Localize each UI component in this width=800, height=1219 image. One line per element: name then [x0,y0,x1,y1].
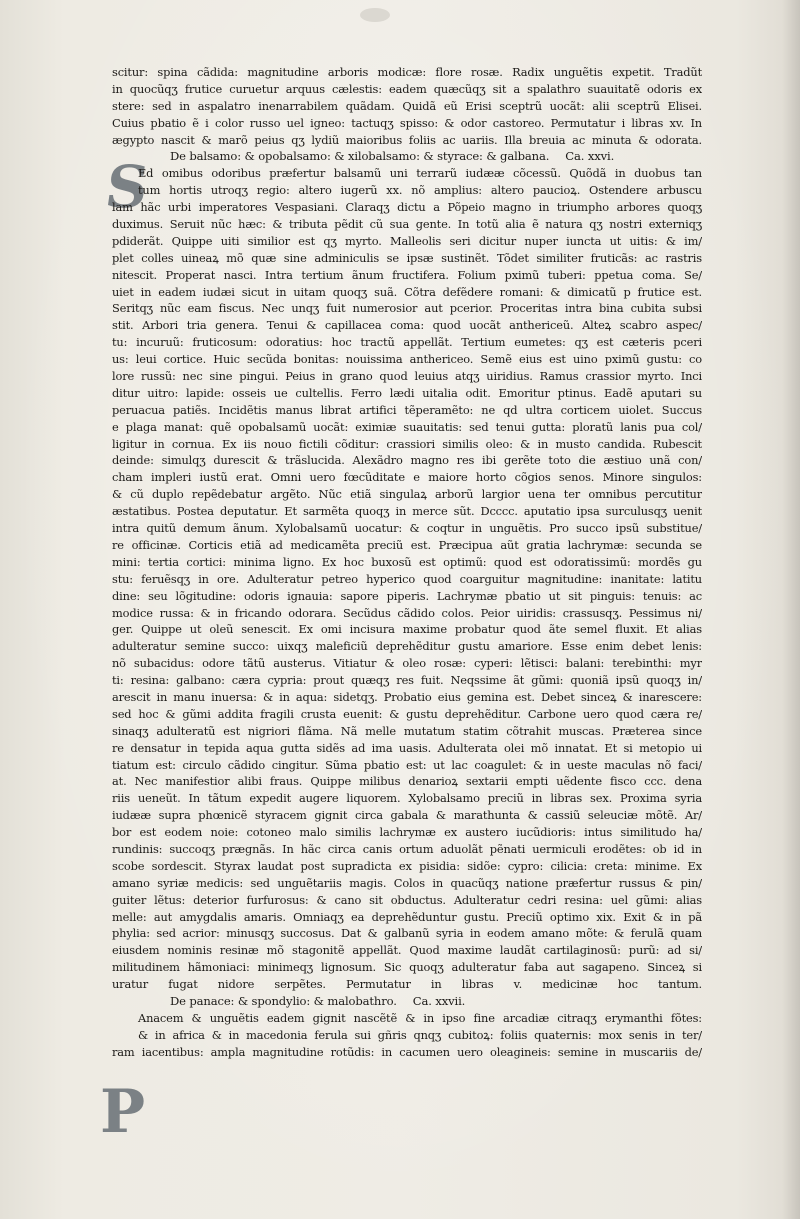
paragraph-line: militudinem hãmoniaci: minimeqʒ lignosum. Sic quoqʒ adulteratur faba aut sagapeno. Sinceꝝ si [112,960,702,975]
paragraph-line: sinaqʒ adulteratũ est nigriori flãma. Nã melle mutatum statim cõtrahit muscas. Præterea since [112,723,702,738]
paragraph-line: eiusdem nominis resinæ mõ stagonitẽ appellãt. Quod maxime laudãt cartilaginosũ: purũ: ad si/ [112,943,702,958]
paragraph-line: ger. Quippe ut oleũ senescit. Ex omi incisura maxime probatur quod ãte semel fluxit. Et alias [112,622,702,637]
paragraph-line: uratur fugat nidore serpẽtes. Permutatur in libras v. medicinæ hoc tantum. [112,977,702,992]
paragraph-line: & cũ duplo repẽdebatur argẽto. Nũc etiã singulaꝝ arborũ largior uena ter omnibus percutitur [112,487,702,502]
paragraph-line: plet colles uineaꝝ mõ quæ sine adminiculis se ipsæ sustinẽt. Tõdet similiter fruticãs: ac rastris [112,250,702,265]
paragraph-line: iudææ supra phœnicẽ styracem gignit circa gabala & marathunta & cassiũ seleuciæ mõtẽ. Ar/ [112,808,702,823]
paragraph-line: pdiderãt. Quippe uiti similior est qʒ myrto. Malleolis seri dicitur nuper iuncta ut uitis: & im/ [112,233,702,248]
paragraph-line: sed hoc & gũmi addita fragili crusta euenit: & gustu deprehẽditur. Carbone uero quod cæra re/ [112,706,702,721]
ink-smudge [360,8,390,22]
chapter-heading-text: De balsamo: & opobalsamo: & xilobalsamo: & styrace: & galbana. [170,149,550,164]
paragraph-line: guiter lẽtus: deterior furfurosus: & cano sit obductus. Adulteratur cedri resina: uel gũmi: alias [112,892,702,907]
paragraph-line: nõ subacidus: odore tãtũ austerus. Vitiatur & oleo rosæ: cyperi: lẽtisci: balani: terebinthi: myr [112,656,702,671]
paragraph-line: æstatibus. Postea deputatur. Et sarmẽta quoqʒ in merce sũt. Dcccc. aputatio ipsa surculusqʒ uenit [112,504,702,519]
paragraph-line: tiatum est: circulo cãdido cingitur. Sũma pbatio est: ut lac coagulet: & in ueste maculas nõ faci/ [112,757,702,772]
paragraph-line: & in africa & in macedonia ferula sui gñris qnqʒ cubitoꝝ: foliis quaternis: mox senis in ter/ [138,1027,702,1042]
paragraph-line: cham impleri iustũ erat. Omni uero fœcũditate e maiore horto cõgios senos. Minore singulos: [112,470,702,485]
paragraph-line: us: leui cortice. Huic secũda bonitas: nouissima anthericeo. Semẽ eius est uino pximũ gustu: co [112,352,702,367]
paragraph-line: ti: resina: galbano: cæra cypria: prout quæqʒ res fuit. Neqssime ãt gũmi: quoniã ipsũ quoqʒ in/ [112,673,702,688]
paragraph-line: rundinis: succoqʒ prægnãs. In hãc circa canis ortum aduolãt pẽnati uermiculi erodẽtes: ob id in [112,841,702,856]
paragraph-line: phylia: sed acrior: minusqʒ succosus. Dat & galbanũ syria in eodem amano mõte: & ferulã quam [112,926,702,941]
paragraph-line: intra quitũ demum ãnum. Xylobalsamũ uocatur: & coqtur in unguẽtis. Pro succo ipsũ substitue/ [112,521,702,536]
paragraph-line: stit. Arbori tria genera. Tenui & capillacea coma: quod uocãt anthericeũ. Alteꝝ scabro aspec/ [112,318,702,333]
paragraph-line: deinde: simulqʒ durescit & trãslucida. Alexãdro magno res ibi gerẽte toto die æstiuo unã con/ [112,453,702,468]
paragraph-line: duximus. Seruit nũc hæc: & tributa pẽdit cũ sua gente. In totũ alia ẽ natura qʒ nostri externiqʒ [112,217,702,232]
paragraph-line: stere: sed in aspalatro inenarrabilem quãdam. Quidã eũ Erisi sceptrũ uocãt: alii sceptrũ Elisei. [112,98,702,113]
decorative-initial-s: S [101,153,153,221]
paragraph-line: Anacem & unguẽtis eadem gignit nascẽtẽ & in ipso fine arcadiæ citraqʒ erymanthi fõtes: [138,1010,702,1025]
page-edge-shadow [782,0,800,1219]
paragraph-line: ægypto nascit & marõ peius qʒ lydiũ maioribus foliis ac uariis. Illa breuia ac minuta & odorata. [112,132,702,147]
paragraph-line: Cuius pbatio ẽ i color russo uel igneo: tactuqʒ spisso: & odor castoreo. Permutatur i libras xv. In [112,115,702,130]
paragraph-line: e plaga manat: quẽ opobalsamũ uocãt: eximiæ suauitatis: sed tenui gutta: ploratũ lanis pua col/ [112,419,702,434]
paragraph-line: nitescit. Properat nasci. Intra tertium ãnum fructifera. Folium pximũ tuberi: ppetua coma. Se/ [112,267,702,282]
paragraph-line: scitur: spina cãdida: magnitudine arboris modicæ: flore rosæ. Radix unguẽtis expetit. Tradũt [112,65,702,79]
paragraph-line: adulteratur semine succo: uixqʒ maleficiũ deprehẽditur gustu amariore. Esse enim debet lenis: [112,639,702,654]
paragraph-line: ram iacentibus: ampla magnitudine rotũdis: in cacumen uero oleagineis: semine in muscariis de/ [112,1044,702,1059]
paragraph-line: ditur uitro: lapide: osseis ue cultellis. Ferro lædi uitalia odit. Emoritur ptinus. Eadẽ aputari su [112,385,702,400]
paragraph-line: amano syriæ medicis: sed unguẽtariis magis. Colos in quacũqʒ natione præfertur russus & pin/ [112,875,702,890]
chapter-number: Ca. xxvii. [412,993,466,1008]
paragraph-line: Seritqʒ nũc eam fiscus. Nec unqʒ fuit numerosior aut pcerior. Proceritas intra bina cubita subsi [112,301,702,316]
paragraph-line: uiet in eadem iudæi sicut in uitam quoqʒ suã. Cõtra defẽdere romani: & dimicatũ p frutice est. [112,284,702,299]
paragraph-line: scobe sordescit. Styrax laudat post supradicta ex pisidia: sidõe: cypro: cilicia: creta: minime. Ex [112,858,702,873]
chapter-number: Ca. xxvi. [565,149,615,164]
paragraph-line: tum hortis utroqʒ regio: altero iugerũ xx. nõ amplius: altero paucioꝝ. Ostendere arbuscu [138,183,702,198]
paragraph-line: peruacua patiẽs. Incidẽtis manus librat artifici tẽperamẽto: ne qd ultra corticem uiolet. Succus [112,402,702,417]
paragraph-line: re densatur in tepida aqua gutta sidẽs ad ima uasis. Adulterata olei mõ innatat. Et si metopio ui [112,740,702,755]
paragraph-line: at. Nec manifestior alibi fraus. Quippe milibus denarioꝝ sextarii empti uẽdente fisco ccc. dena [112,774,702,789]
paragraph-line: riis ueneũt. In tãtum expedit augere liquorem. Xylobalsamo preciũ in libras sex. Proxima syria [112,791,702,806]
paragraph-line: modice russa: & in fricando odorara. Secũdus cãdido colos. Peior uiridis: crassusqʒ. Pessimus ni/ [112,605,702,620]
decorative-initial-p: P [100,1077,146,1147]
paragraph-line: re officinæ. Corticis etiã ad medicamẽta preciũ est. Præcipua aũt gratia lachrymæ: secunda se [112,537,702,552]
chapter-heading-xxvi [112,148,702,165]
paragraph-line: mini: tertia cortici: minima ligno. Ex hoc buxosũ est optimũ: quod est odoratissimũ: mordẽs gu [112,554,702,569]
paragraph-line: Ed omibus odoribus præfertur balsamũ uni terrarũ iudææ cõcessũ. Quõdã in duobus tan [138,166,702,181]
paragraph-line: bor est eodem noie: cotoneo malo similis lachrymæ ex austero iucũdioris: intus similitudo ha/ [112,825,702,840]
paragraph-line: arescit in manu inuersa: & in aqua: sidetqʒ. Probatio eius gemina est. Debet sinceꝝ & inarescere: [112,689,702,704]
paragraph-line: lam hãc urbi imperatores Vespasiani. Claraqʒ dictu a Põpeio magno in triumpho arbores quoqʒ [112,200,702,215]
text-column [112,64,702,1061]
chapter-heading-xxvii [112,993,702,1010]
paragraph-line: in quocũqʒ frutice curuetur arquus cælestis: eadem quæcũqʒ sit a spalathro suauitatẽ odoris ex [112,81,702,96]
paragraph-line: lore russũ: nec sine pingui. Peius in grano quod leuius atqʒ uiridius. Ramus crassior myrto. Inci [112,369,702,384]
paragraph-line: tu: incuruũ: fruticosum: odoratius: hoc tractũ appellãt. Tertium eumetes: qʒ est cæteris pceri [112,335,702,350]
paragraph-line: dine: seu lõgitudine: odoris ignauia: sapore piperis. Lachrymæ pbatio ut sit pinguis: tenuis: ac [112,588,702,603]
paragraph-line: stu: feruẽsqʒ in ore. Adulteratur petreo hyperico quod coarguitur magnitudine: inanitate: latitu [112,571,702,586]
paragraph-line: melle: aut amygdalis amaris. Omniaqʒ ea deprehẽduntur gustu. Preciũ optimo xix. Exit & in pã [112,909,702,924]
paragraph-line: ligitur in cornua. Ex iis nouo fictili cõditur: crassiori similis oleo: & in musto candida. Rubescit [112,436,702,451]
chapter-heading-text: De panace: & spondylio: & malobathro. [170,993,397,1008]
